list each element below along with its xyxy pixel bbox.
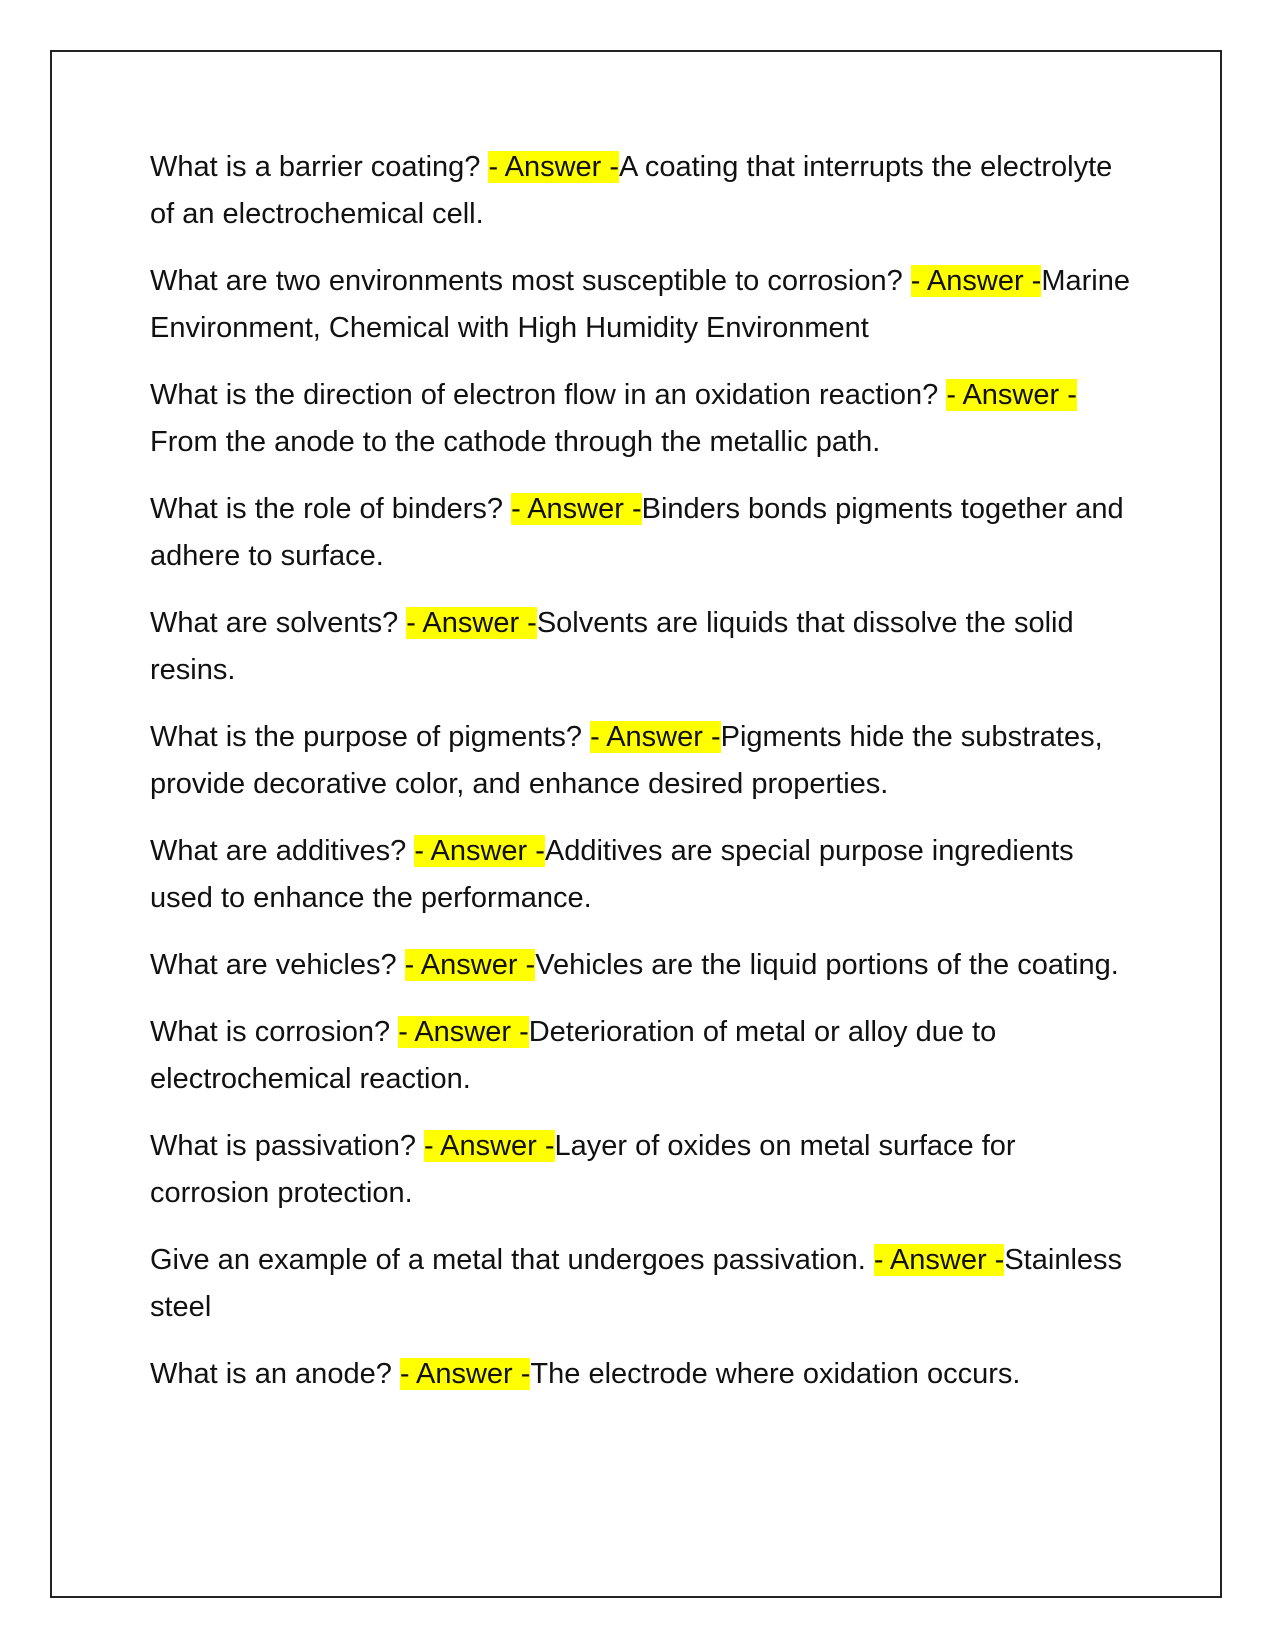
answer-marker: - Answer - <box>873 1244 1005 1276</box>
qa-list <box>150 144 1140 1418</box>
question-text: What are additives? <box>150 835 415 867</box>
question-text: What is the role of binders? <box>150 493 512 525</box>
question-text: What is a barrier coating? <box>150 151 489 183</box>
answer-text: Binders bonds pigments together and adhere to surface. <box>150 493 1124 572</box>
qa-item-3 <box>150 372 1140 466</box>
answer-marker: - Answer - <box>414 835 545 867</box>
answer-text: Vehicles are the liquid portions of the coating. <box>535 949 1119 981</box>
qa-item-9 <box>150 1009 1140 1103</box>
question-text: What is the purpose of pigments? <box>150 721 591 753</box>
answer-marker: - Answer - <box>398 1016 529 1048</box>
qa-item-8 <box>150 942 1140 989</box>
question-text: What are vehicles? <box>150 949 405 981</box>
answer-marker: - Answer - <box>424 1130 555 1162</box>
qa-item-10 <box>150 1123 1140 1217</box>
question-text: What is the direction of electron flow in an oxidation reaction? <box>150 379 947 411</box>
qa-item-11 <box>150 1237 1140 1331</box>
answer-text: Pigments hide the substrates, provide decorative color, and enhance desired properties. <box>150 721 1103 800</box>
answer-marker: - Answer - <box>590 721 721 753</box>
answer-text: Marine Environment, Chemical with High Humidity Environment <box>150 265 1130 344</box>
qa-item-4 <box>150 486 1140 580</box>
question-text: What are two environments most susceptible to corrosion? <box>150 265 911 297</box>
answer-text: Stainless steel <box>150 1244 1123 1323</box>
qa-item-6 <box>150 714 1140 808</box>
answer-text: Solvents are liquids that dissolve the solid resins. <box>150 607 1074 686</box>
answer-text: Layer of oxides on metal surface for corrosion protection. <box>150 1130 1016 1209</box>
answer-marker: - Answer - <box>404 949 536 981</box>
question-text: What is corrosion? <box>150 1016 399 1048</box>
answer-marker: - Answer - <box>406 607 537 639</box>
answer-text: From the anode to the cathode through the metallic path. <box>150 426 881 458</box>
answer-text: Deterioration of metal or alloy due to electrochemical reaction. <box>150 1016 997 1095</box>
qa-item-5 <box>150 600 1140 694</box>
qa-item-1 <box>150 144 1140 238</box>
question-text: What are solvents? <box>150 607 407 639</box>
qa-item-7 <box>150 828 1140 922</box>
answer-text: A coating that interrupts the electrolyte of an electrochemical cell. <box>150 151 1113 230</box>
answer-marker: - Answer - <box>399 1358 531 1390</box>
qa-item-2 <box>150 258 1140 352</box>
answer-marker: - Answer - <box>511 493 642 525</box>
question-text: Give an example of a metal that undergoes passivation. <box>150 1244 874 1276</box>
answer-text: The electrode where oxidation occurs. <box>530 1358 1021 1390</box>
answer-marker: - Answer - <box>910 265 1042 297</box>
answer-marker: - Answer - <box>946 379 1077 411</box>
qa-item-12 <box>150 1351 1140 1398</box>
answer-text: Additives are special purpose ingredients used to enhance the performance. <box>150 835 1074 914</box>
question-text: What is an anode? <box>150 1358 400 1390</box>
answer-marker: - Answer - <box>488 151 620 183</box>
question-text: What is passivation? <box>150 1130 425 1162</box>
